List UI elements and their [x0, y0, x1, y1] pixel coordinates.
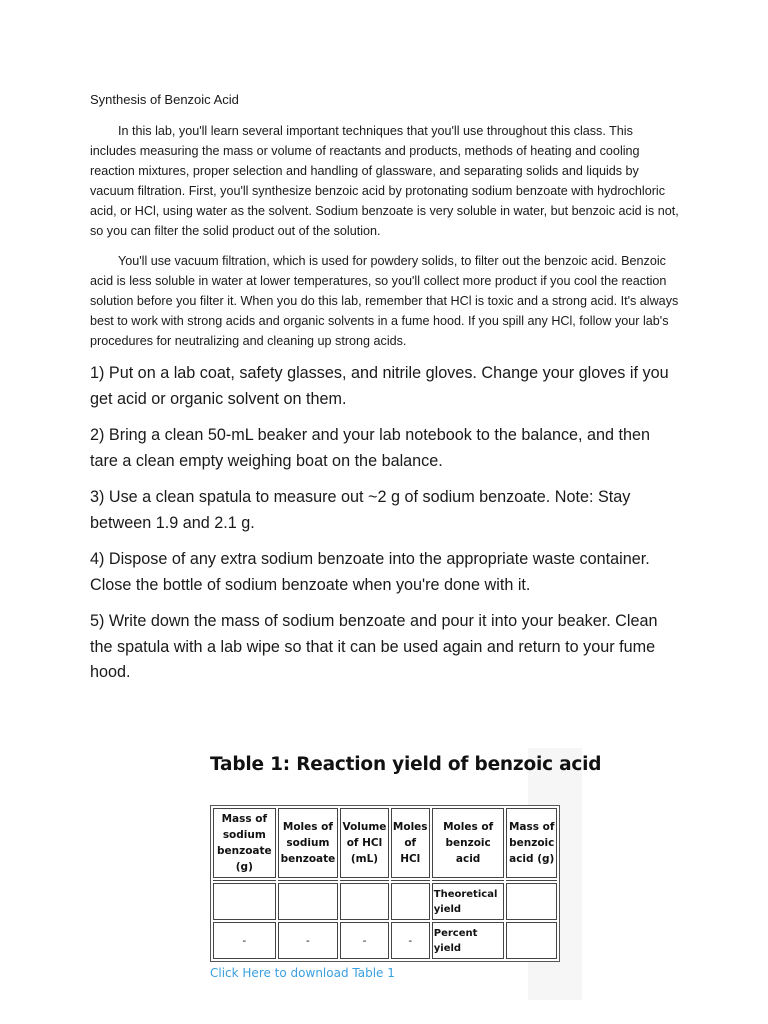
separator-cell [506, 880, 557, 881]
table-cell: - [213, 922, 276, 959]
table-row-percent [213, 922, 557, 959]
header-moles-benzoic-acid: Moles of benzoic acid [432, 808, 505, 878]
table-cell [340, 883, 388, 920]
header-moles-hcl: Moles of HCl [391, 808, 430, 878]
step-1: 1) Put on a lab coat, safety glasses, and nitrile gloves. Change your gloves if you get acid or organic solvent on them. [90, 364, 669, 408]
table-cell: - [340, 922, 388, 959]
separator-cell [278, 880, 339, 881]
theoretical-yield-label: Theoretical yield [432, 883, 505, 920]
table-cell [506, 922, 557, 959]
separator-cell [340, 880, 388, 881]
header-volume-hcl: Volume of HCl (mL) [340, 808, 388, 878]
intro-paragraph: In this lab, you'll learn several important techniques that you'll use throughout this class. This includes measuring the mass or volume of reactants and products, methods of heating and cooling reaction mixtures, proper selection and handling of glassware, and separating solids and liquids by vacuum filtration. First, you'll synthesize benzoic acid by protonating sodium benzoate with hydrochloric acid, or HCl, using water as the solvent. Sodium benzoate is very soluble in water, but benzoic acid is not, so you can filter the solid product out of the solution. [90, 124, 679, 238]
document-body [90, 92, 680, 697]
table-title: Table 1: Reaction yield of benzoic acid [210, 754, 602, 775]
header-moles-sodium-benzoate: Moles of sodium benzoate [278, 808, 339, 878]
yield-table [210, 805, 560, 962]
table-cell [213, 883, 276, 920]
document-title: Synthesis of Benzoic Acid [90, 92, 239, 107]
table-separator [213, 880, 557, 881]
table-header-row [213, 808, 557, 878]
table-cell [391, 883, 430, 920]
step-5: 5) Write down the mass of sodium benzoate and pour it into your beaker. Clean the spatula with a lab wipe so that it can be used again and return to your fume hood. [90, 612, 658, 681]
separator-cell [432, 880, 505, 881]
table-cell [506, 883, 557, 920]
download-table-link[interactable]: Click Here to download Table 1 [210, 966, 395, 980]
step-3: 3) Use a clean spatula to measure out ~2 g of sodium benzoate. Note: Stay between 1.9 and 2.1 g. [90, 488, 631, 532]
separator-cell [391, 880, 430, 881]
percent-yield-label: Percent yield [432, 922, 505, 959]
table-cell: - [278, 922, 339, 959]
filtration-paragraph: You'll use vacuum filtration, which is used for powdery solids, to filter out the benzoic acid. Benzoic acid is less soluble in water at lower temperatures, so you'll collect more product if you cool the reaction solution before you filter it. When you do this lab, remember that HCl is toxic and a strong acid. It's always best to work with strong acids and organic solvents in a fume hood. If you spill any HCl, follow your lab's procedures for neutralizing and cleaning up strong acids. [90, 254, 679, 348]
step-2: 2) Bring a clean 50-mL beaker and your lab notebook to the balance, and then tare a clean empty weighing boat on the balance. [90, 426, 651, 470]
header-mass-sodium-benzoate: Mass of sodium benzoate (g) [213, 808, 276, 878]
header-mass-benzoic-acid: Mass of benzoic acid (g) [506, 808, 557, 878]
separator-cell [213, 880, 276, 881]
table-cell: - [391, 922, 430, 959]
table-row-theoretical [213, 883, 557, 920]
table-cell [278, 883, 339, 920]
step-4: 4) Dispose of any extra sodium benzoate into the appropriate waste container. Close the bottle of sodium benzoate when you're done with it. [90, 550, 650, 594]
